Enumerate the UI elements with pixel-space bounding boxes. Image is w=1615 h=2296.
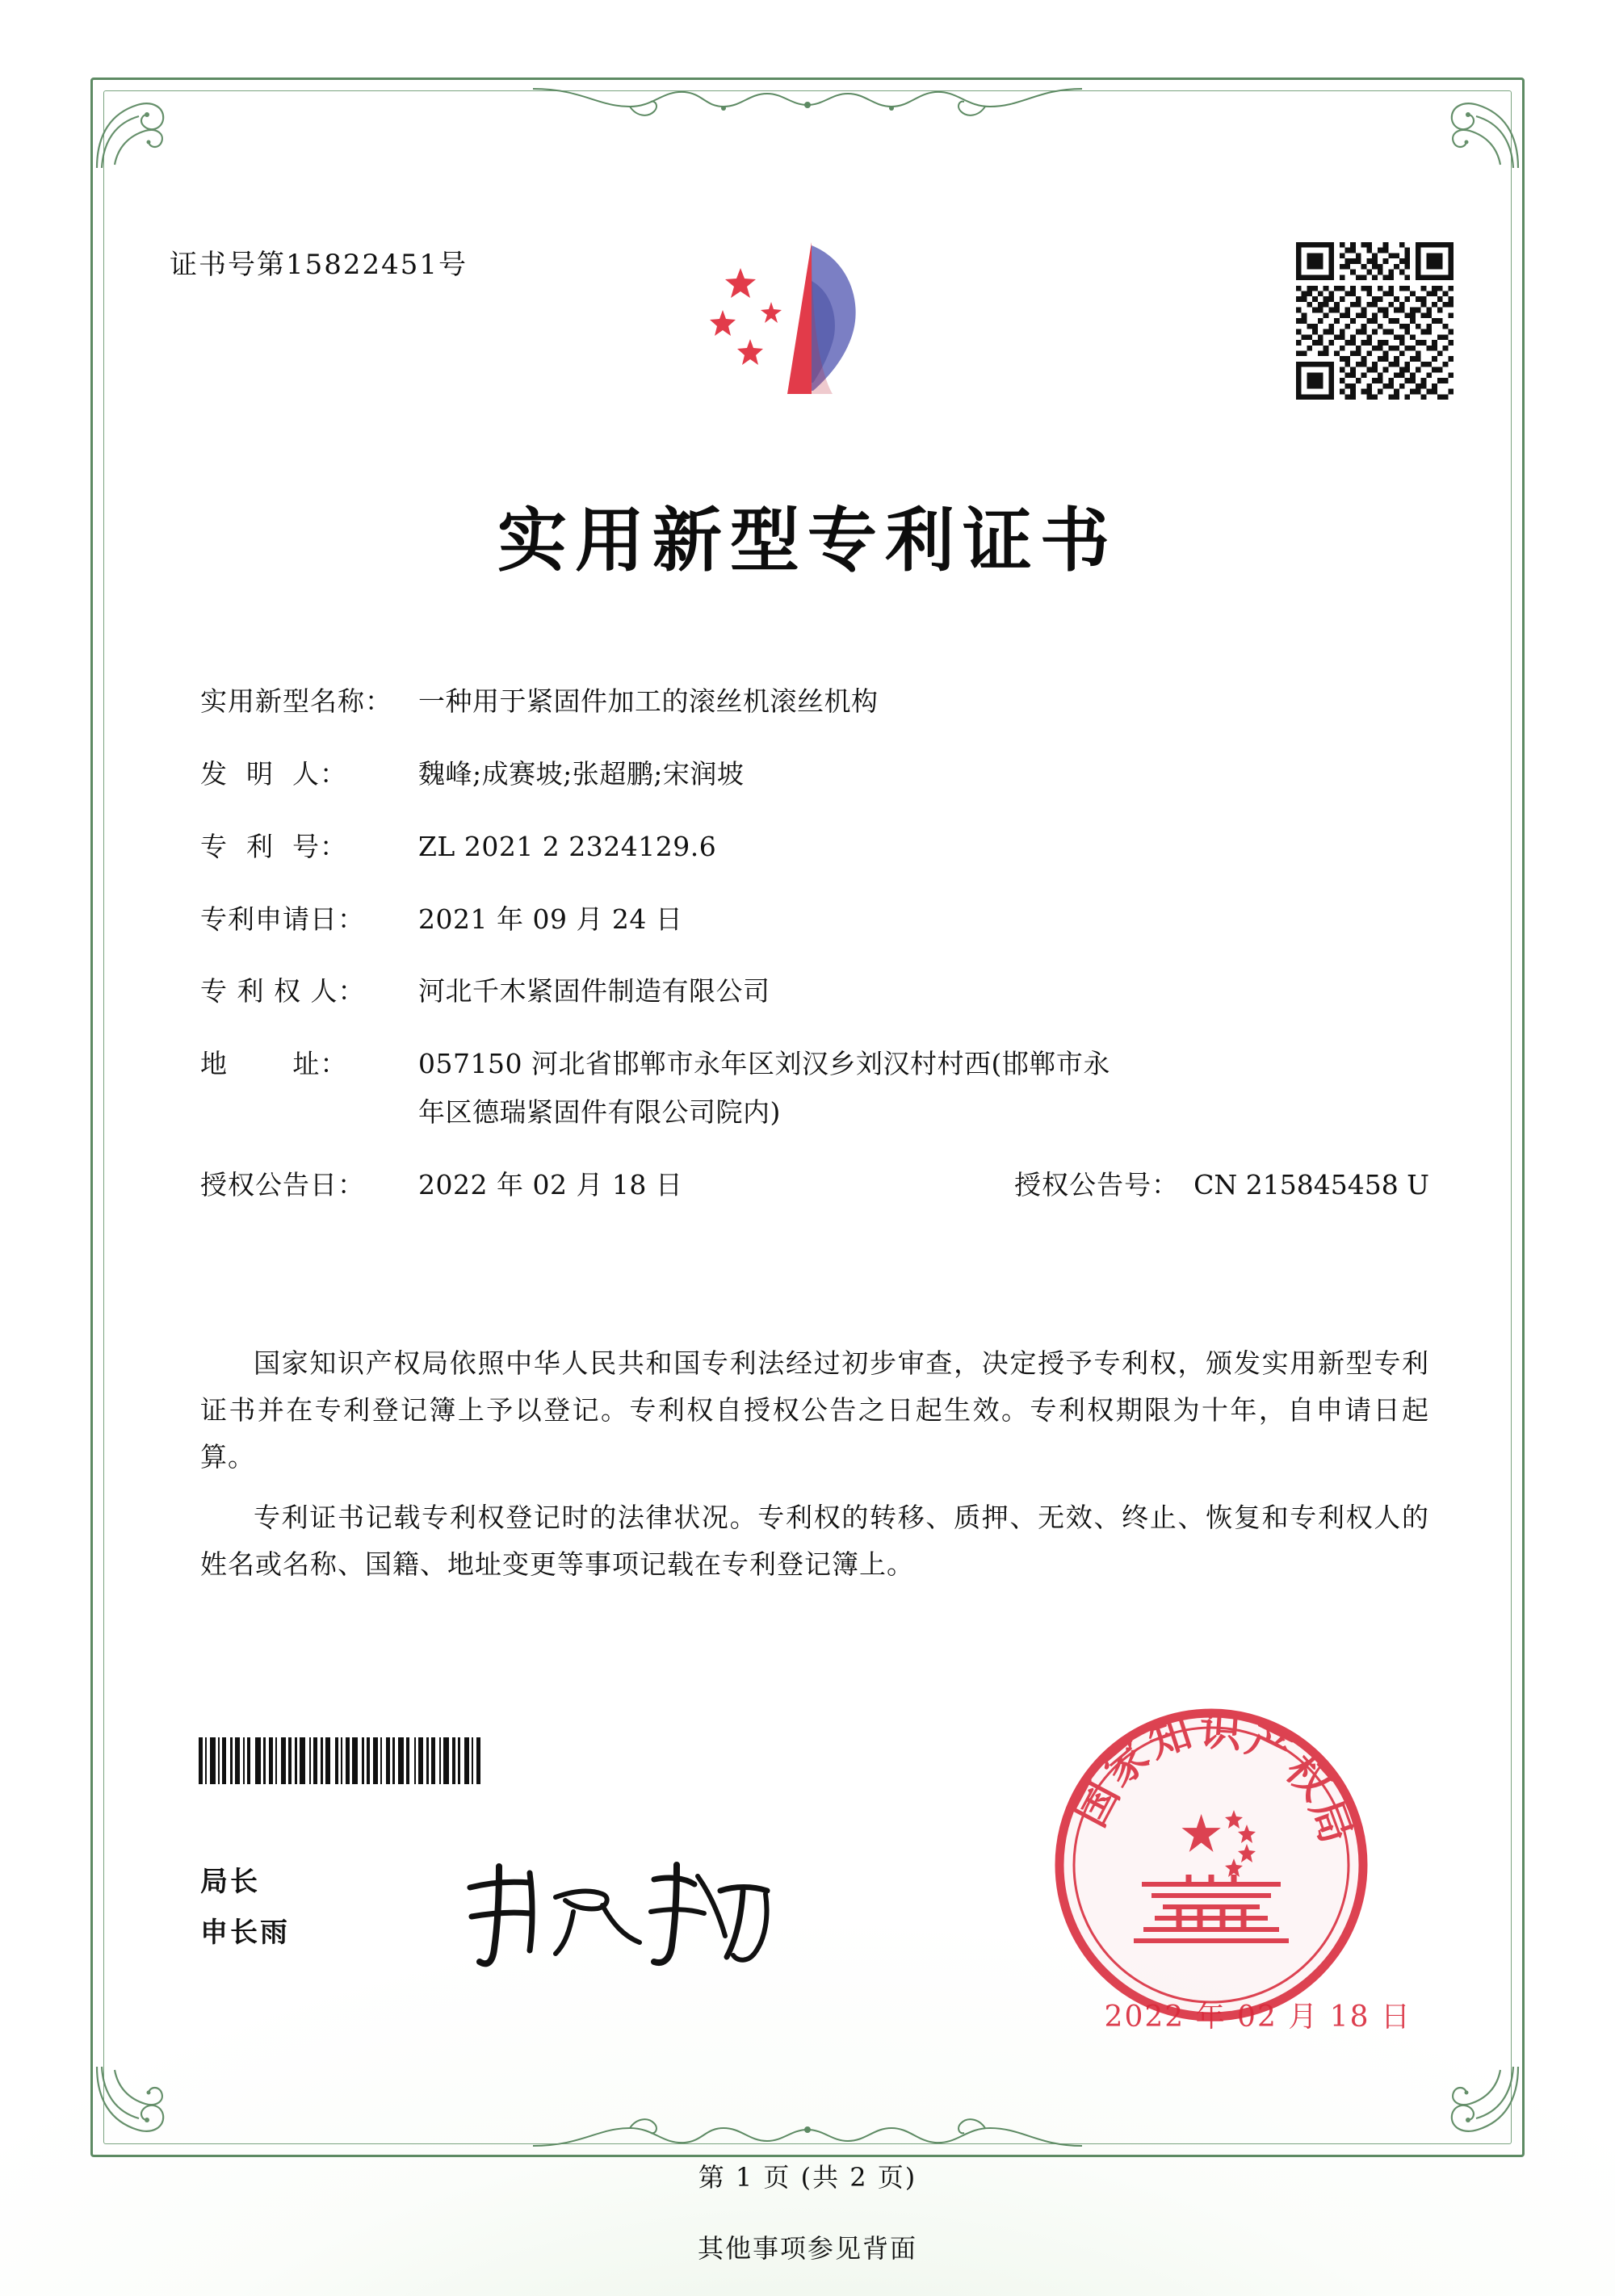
field-label: 专 利 权 人： bbox=[200, 975, 366, 1008]
field-value: 2021 年 09 月 24 日 bbox=[418, 903, 683, 935]
director-role-label: 局长 bbox=[200, 1866, 260, 1898]
legal-paragraph: 专利证书记载专利权登记时的法律状况。专利权的转移、质押、无效、终止、恢复和专利权人的姓名或名称、国籍、地址变更等事项记载在专利登记簿上。 bbox=[200, 1502, 1429, 1580]
qr-code-icon bbox=[1296, 242, 1454, 400]
corner-ornament-icon bbox=[90, 2060, 212, 2157]
field-value-line2: 年区德瑞紧固件有限公司院内) bbox=[418, 1096, 781, 1129]
field-value: 魏峰;成赛坡;张超鹏;宋润坡 bbox=[418, 757, 745, 790]
legal-paragraph: 国家知识产权局依照中华人民共和国专利法经过初步审查，决定授予专利权，颁发实用新型专利证书并在专利登记簿上予以登记。专利权自授权公告之日起生效。专利权期限为十年，自申请日起算。 bbox=[200, 1347, 1429, 1473]
field-row-patentee bbox=[200, 972, 1429, 1011]
svg-text:产: 产 bbox=[1239, 1715, 1299, 1778]
bottom-ornament-icon bbox=[533, 2104, 1082, 2160]
announcement-date-label: 授权公告日： bbox=[200, 1168, 365, 1200]
field-row-address bbox=[200, 1045, 1429, 1132]
field-row-utility-model-name bbox=[200, 682, 1429, 721]
signature-block bbox=[200, 1857, 290, 1959]
footer-note: 其他事项参见背面 bbox=[697, 2233, 917, 2264]
svg-text:局: 局 bbox=[1300, 1793, 1361, 1850]
corner-ornament-icon bbox=[1403, 2060, 1525, 2157]
field-label: 发 明 人： bbox=[200, 757, 347, 790]
announcement-number-label: 授权公告号： bbox=[1014, 1168, 1180, 1200]
corner-ornament-icon bbox=[90, 78, 212, 174]
top-ornament-icon bbox=[533, 74, 1082, 131]
field-value-line1: 057150 河北省邯郸市永年区刘汉乡刘汉村村西(邯郸市永 bbox=[418, 1048, 1110, 1080]
field-label: 专利申请日： bbox=[200, 903, 365, 935]
field-row-application-date bbox=[200, 900, 1429, 939]
field-row-inventors bbox=[200, 755, 1429, 794]
announcement-number-value: CN 215845458 U bbox=[1193, 1168, 1429, 1200]
svg-text:权: 权 bbox=[1275, 1745, 1341, 1810]
field-row-patent-number bbox=[200, 827, 1429, 866]
field-value: ZL 2021 2 2324129.6 bbox=[418, 830, 717, 862]
field-label: 实用新型名称： bbox=[200, 685, 392, 717]
page-number: 第 1 页 (共 2 页) bbox=[698, 2162, 917, 2193]
seal-date: 2022 年 02 月 18 日 bbox=[1104, 2001, 1412, 2034]
handwritten-signature-icon bbox=[452, 1849, 791, 1978]
field-value: 一种用于紧固件加工的滚丝机滚丝机构 bbox=[418, 685, 879, 717]
page-title: 实用新型专利证书 bbox=[497, 500, 1118, 581]
field-label: 专 利 号： bbox=[200, 830, 347, 862]
svg-text:家: 家 bbox=[1094, 1731, 1159, 1796]
corner-ornament-icon bbox=[1403, 78, 1525, 174]
certificate-number: 证书号第15822451号 bbox=[170, 249, 468, 281]
certificate-fields bbox=[200, 682, 1429, 1237]
field-value-wrapper bbox=[418, 1045, 1429, 1132]
field-row-announcement bbox=[200, 1166, 1429, 1205]
sipo-logo-icon bbox=[690, 233, 925, 422]
legal-text bbox=[200, 1340, 1429, 1603]
field-value: 河北千木紧固件制造有限公司 bbox=[418, 975, 770, 1008]
svg-text:国: 国 bbox=[1066, 1774, 1130, 1835]
svg-text:识: 识 bbox=[1198, 1705, 1244, 1758]
svg-text:知: 知 bbox=[1142, 1707, 1198, 1768]
announcement-date-value: 2022 年 02 月 18 日 bbox=[418, 1168, 683, 1200]
barcode-icon bbox=[199, 1737, 602, 1784]
national-ip-administration-seal-icon bbox=[1050, 1703, 1373, 2026]
field-label: 地 址： bbox=[200, 1048, 348, 1080]
director-name-label: 申长雨 bbox=[200, 1916, 290, 1949]
